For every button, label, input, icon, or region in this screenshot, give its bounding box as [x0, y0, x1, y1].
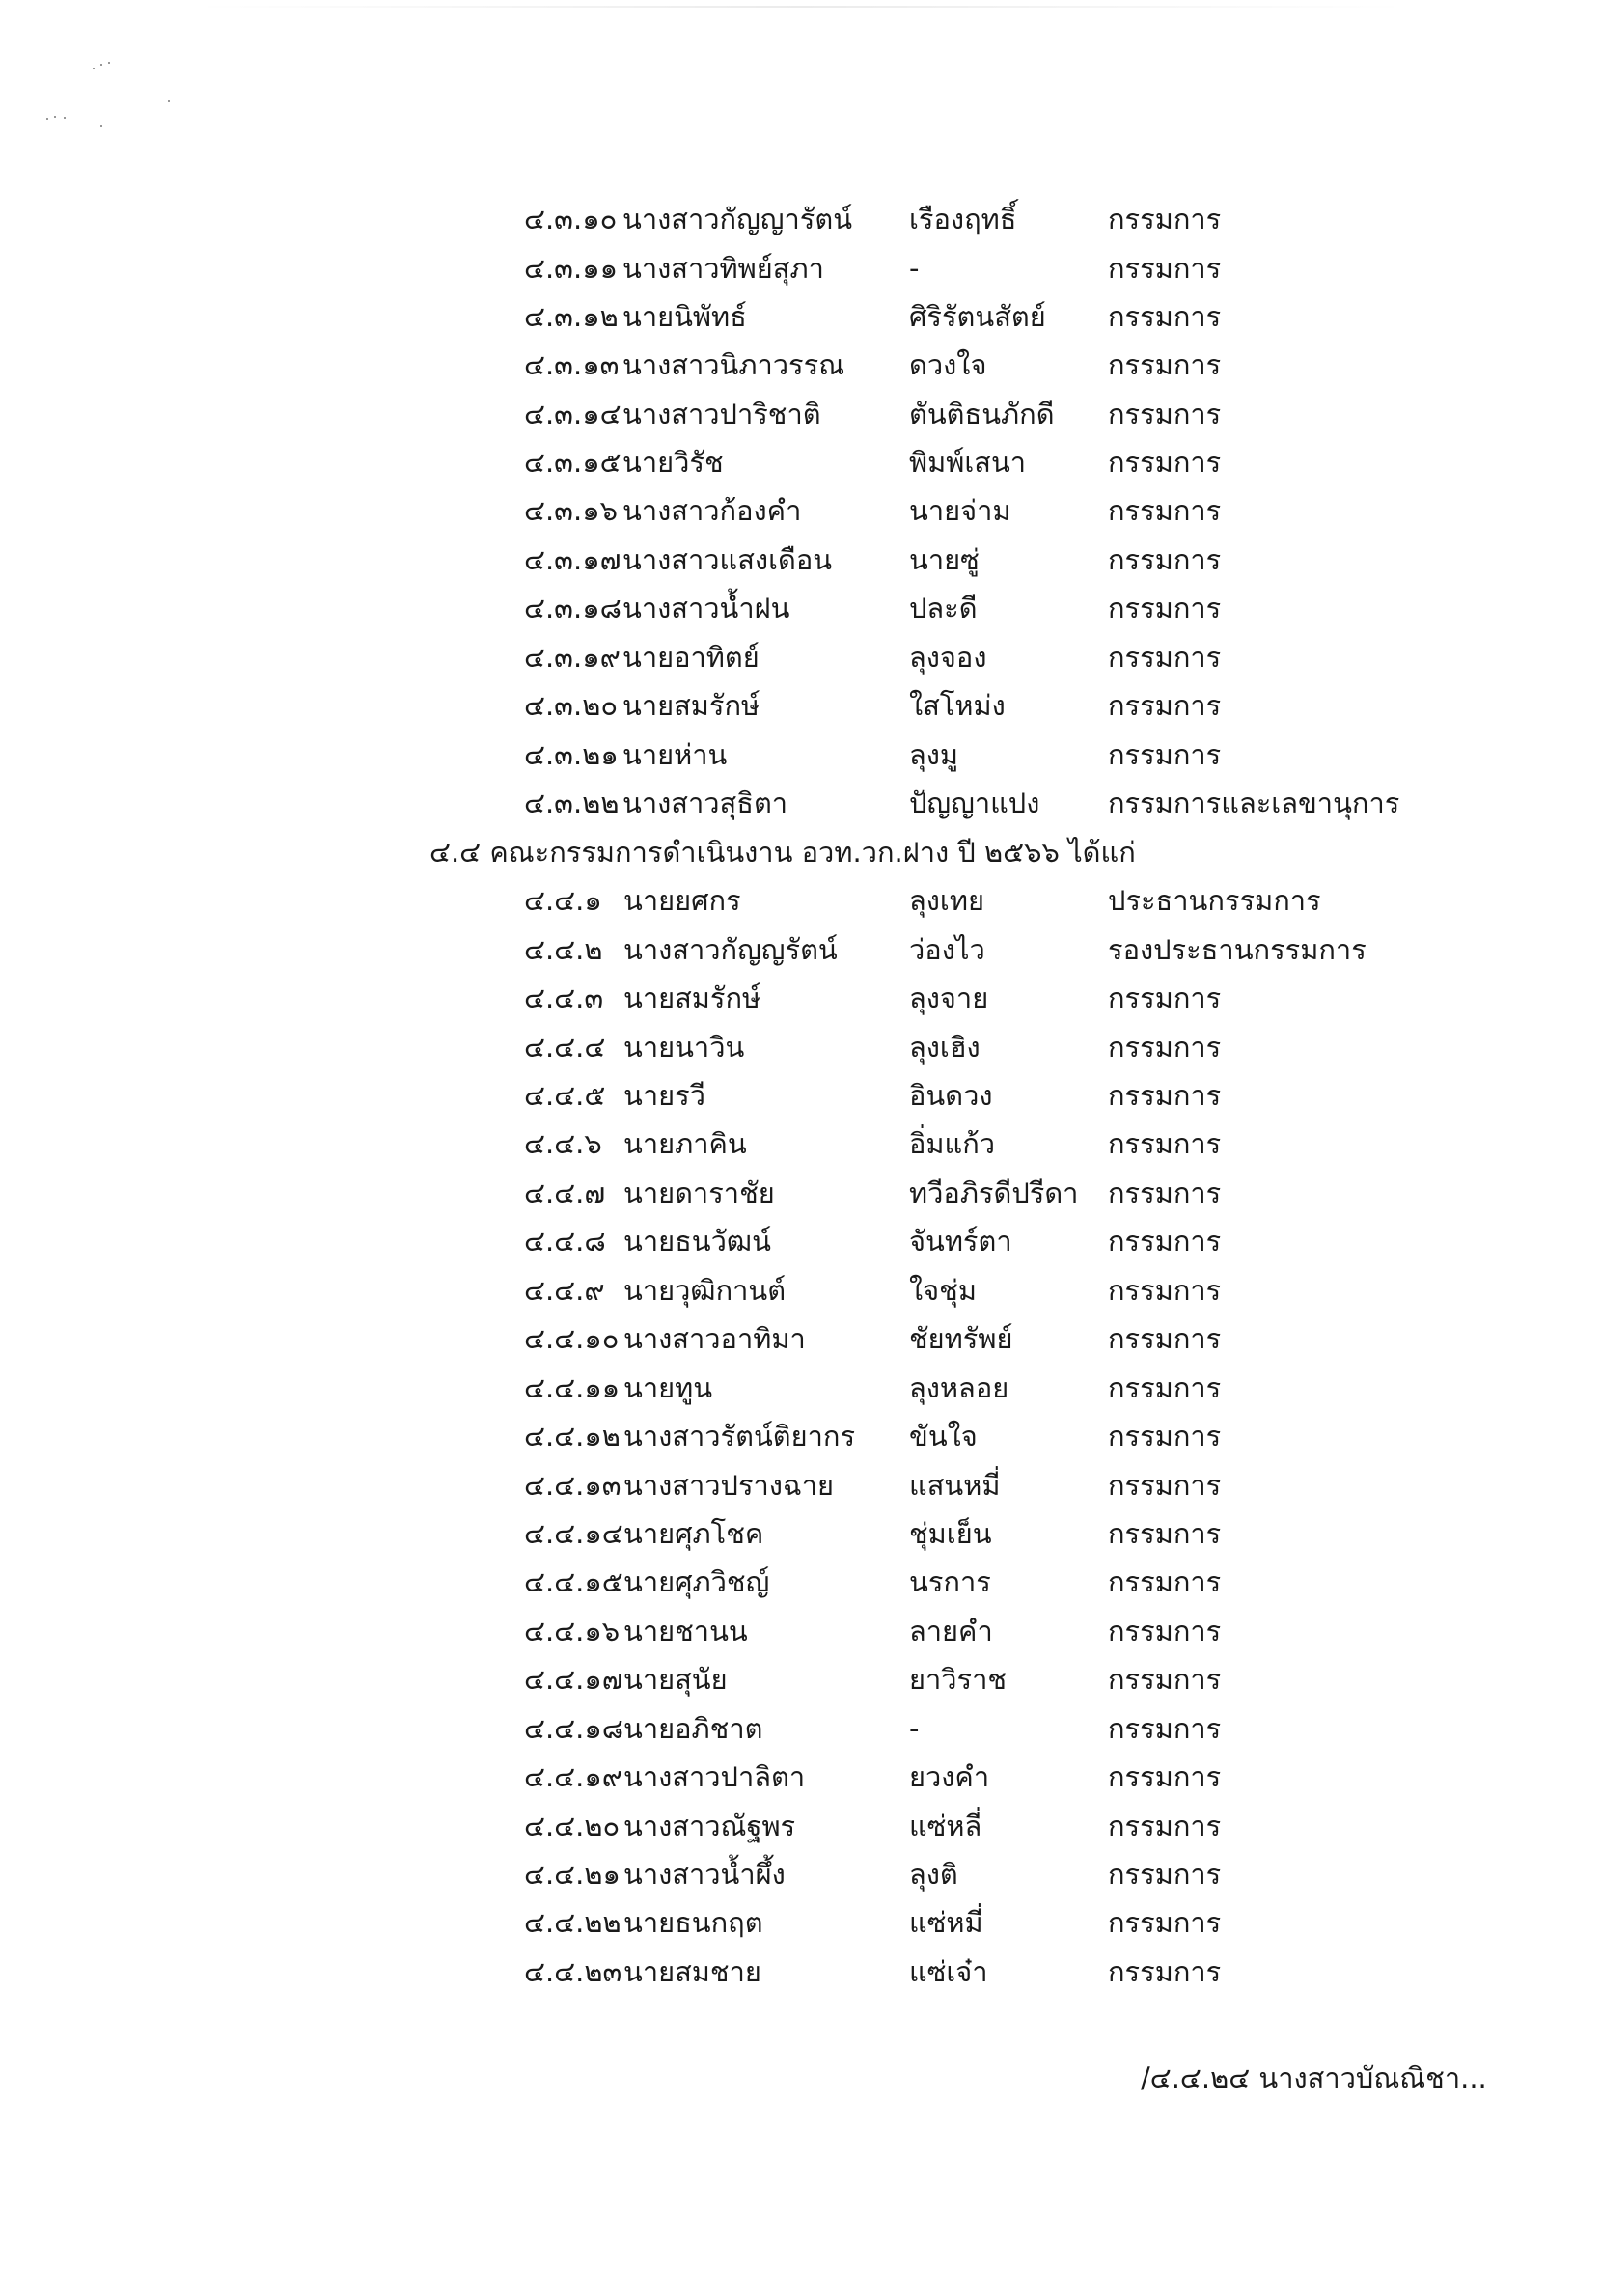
member-first-name: นายสมชาย	[623, 1955, 761, 1988]
member-first-name: นางสาวสุธิตา	[622, 787, 788, 819]
member-row	[0, 1023, 1602, 1071]
member-first-name: นายวุฒิกานต์	[623, 1274, 787, 1307]
member-number: ๔.๓.๑๖	[524, 494, 619, 527]
member-last-name: ปัญญาแปง	[909, 787, 1040, 819]
member-role: กรรมการ	[1108, 1420, 1222, 1452]
member-number: ๔.๔.๒๓	[524, 1955, 622, 1988]
member-number: ๔.๓.๑๐	[524, 203, 618, 235]
member-first-name: นายศุภวิชญ์	[623, 1565, 770, 1598]
member-row	[0, 1169, 1602, 1217]
member-first-name: นางสาวทิพย์สุภา	[622, 252, 824, 285]
member-last-name: ลุงหลอย	[909, 1371, 1009, 1404]
member-number: ๔.๔.๑๓	[524, 1469, 621, 1502]
member-last-name: ชัยทรัพย์	[909, 1322, 1013, 1355]
member-role: กรรมการ	[1108, 1615, 1222, 1647]
member-last-name: พิมพ์เสนา	[909, 446, 1027, 479]
member-first-name: นายสมรักษ์	[622, 689, 760, 722]
member-row	[0, 1266, 1602, 1314]
section-44-heading: ๔.๔ คณะกรรมการดำเนินงาน อวท.วก.ฝาง ปี ๒๕๖๖ ได้แก่	[429, 836, 1136, 869]
member-row	[0, 731, 1602, 779]
member-number: ๔.๔.๕	[524, 1079, 606, 1112]
member-last-name: นรการ	[909, 1565, 991, 1598]
member-role: กรรมการ	[1108, 1176, 1222, 1209]
member-role: กรรมการ	[1108, 348, 1222, 381]
member-role: กรรมการ	[1108, 1079, 1222, 1112]
member-first-name: นายดาราชัย	[623, 1176, 775, 1209]
member-first-name: นายอาทิตย์	[622, 641, 760, 674]
member-first-name: นางสาวปรางฉาย	[623, 1469, 834, 1502]
member-number: ๔.๔.๘	[524, 1225, 606, 1258]
member-number: ๔.๔.๑๑	[524, 1371, 621, 1404]
member-first-name: นางสาวแสงเดือน	[622, 543, 833, 576]
member-role: กรรมการ	[1108, 1469, 1222, 1502]
member-first-name: นายชานน	[623, 1615, 748, 1647]
member-role: กรรมการ	[1108, 1565, 1222, 1598]
member-first-name: นายนาวิน	[623, 1031, 745, 1064]
member-role: กรรมการ	[1108, 398, 1222, 430]
member-role: กรรมการ	[1108, 641, 1222, 674]
member-first-name: นายสุนัย	[623, 1663, 728, 1696]
member-last-name: ปละดี	[909, 592, 978, 624]
member-number: ๔.๔.๙	[524, 1274, 605, 1307]
member-first-name: นายวิรัช	[622, 446, 724, 479]
member-row	[0, 584, 1602, 632]
member-row	[0, 536, 1602, 584]
member-last-name: ว่องไว	[909, 933, 985, 966]
member-row	[0, 1704, 1602, 1753]
member-number: ๔.๔.๖	[524, 1127, 602, 1160]
member-first-name: นางสาวน้ำฝน	[622, 592, 790, 624]
member-row	[0, 1364, 1602, 1412]
member-role: กรรมการ	[1108, 1906, 1222, 1939]
member-number: ๔.๔.๑๕	[524, 1565, 623, 1598]
member-role: ประธานกรรมการ	[1108, 884, 1321, 917]
member-number: ๔.๔.๑๒	[524, 1420, 621, 1452]
member-row	[0, 1314, 1602, 1363]
member-row	[0, 195, 1602, 243]
member-number: ๔.๔.๒๐	[524, 1810, 621, 1842]
member-last-name: เรืองฤทธิ์	[909, 203, 1017, 235]
member-last-name: ลุงเฮิง	[909, 1031, 981, 1064]
member-first-name: นายธนวัฒน์	[623, 1225, 771, 1258]
member-number: ๔.๔.๓	[524, 982, 604, 1014]
member-first-name: นางสาวปาลิตา	[623, 1760, 806, 1793]
member-role: กรรมการ	[1108, 689, 1222, 722]
member-row	[0, 876, 1602, 925]
member-number: ๔.๔.๑๔	[524, 1517, 623, 1550]
member-role: กรรมการ	[1108, 738, 1222, 771]
member-first-name: นางสาวณัฐพร	[623, 1810, 796, 1842]
member-last-name: ลุงมู	[909, 738, 959, 771]
member-role: กรรมการ	[1108, 982, 1222, 1014]
member-last-name: ลายคำ	[909, 1615, 993, 1647]
member-row	[0, 438, 1602, 486]
member-number: ๔.๔.๑๙	[524, 1760, 622, 1793]
member-role: กรรมการ	[1108, 1663, 1222, 1696]
member-role: กรรมการ	[1108, 300, 1222, 333]
member-first-name: นางสาวน้ำผึ้ง	[623, 1858, 786, 1891]
member-row	[0, 1607, 1602, 1655]
member-first-name: นายนิพัทธ์	[622, 300, 747, 333]
member-role: กรรมการ	[1108, 446, 1222, 479]
member-first-name: นายอภิชาต	[623, 1712, 763, 1745]
member-row	[0, 1217, 1602, 1265]
member-last-name: ยาวิราช	[909, 1663, 1008, 1696]
member-number: ๔.๓.๑๑	[524, 252, 619, 285]
member-row	[0, 1898, 1602, 1947]
member-last-name: -	[909, 252, 920, 285]
member-row	[0, 681, 1602, 730]
member-row	[0, 1071, 1602, 1120]
member-role: กรรมการ	[1108, 1810, 1222, 1842]
member-role: กรรมการ	[1108, 1371, 1222, 1404]
member-last-name: ใจชุ่ม	[909, 1274, 977, 1307]
member-last-name: นายซู่	[909, 543, 980, 576]
member-number: ๔.๔.๑	[524, 884, 602, 917]
member-last-name: จันทร์ตา	[909, 1225, 1012, 1258]
member-number: ๔.๔.๒๒	[524, 1906, 621, 1939]
member-row	[0, 1850, 1602, 1898]
member-row	[0, 1558, 1602, 1606]
member-number: ๔.๓.๑๗	[524, 543, 621, 576]
member-number: ๔.๓.๒๐	[524, 689, 619, 722]
member-last-name: แซ่หมี่	[909, 1906, 983, 1939]
member-number: ๔.๔.๒	[524, 933, 603, 966]
member-last-name: ดวงใจ	[909, 348, 987, 381]
member-row	[0, 1509, 1602, 1558]
member-last-name: ขันใจ	[909, 1420, 978, 1452]
member-first-name: นางสาวกัญญารัตน์	[622, 203, 853, 235]
member-number: ๔.๔.๑๐	[524, 1322, 620, 1355]
member-last-name: ลุงจาย	[909, 982, 989, 1014]
member-row	[0, 974, 1602, 1022]
member-first-name: นายรวี	[623, 1079, 705, 1112]
member-last-name: -	[909, 1712, 920, 1745]
member-last-name: ทวีอภิรดีปรีดา	[909, 1176, 1079, 1209]
member-number: ๔.๔.๑๘	[524, 1712, 624, 1745]
member-role: กรรมการ	[1108, 1127, 1222, 1160]
member-last-name: นายจ่าม	[909, 494, 1011, 527]
member-role: กรรมการ	[1108, 1225, 1222, 1258]
member-row	[0, 1461, 1602, 1509]
member-number: ๔.๔.๗	[524, 1176, 606, 1209]
member-row	[0, 341, 1602, 389]
member-row	[0, 390, 1602, 438]
member-number: ๔.๓.๑๕	[524, 446, 621, 479]
member-role: กรรมการ	[1108, 592, 1222, 624]
member-role: กรรมการ	[1108, 1517, 1222, 1550]
member-last-name: ยวงคำ	[909, 1760, 990, 1793]
member-row	[0, 1120, 1602, 1168]
member-first-name: นายทูน	[623, 1371, 713, 1404]
member-number: ๔.๓.๑๔	[524, 398, 621, 430]
member-first-name: นางสาวนิภาวรรณ	[622, 348, 845, 381]
member-number: ๔.๓.๒๑	[524, 738, 619, 771]
member-first-name: นางสาวรัตน์ติยากร	[623, 1420, 856, 1452]
member-number: ๔.๓.๑๒	[524, 300, 619, 333]
member-row	[0, 926, 1602, 974]
member-row	[0, 486, 1602, 535]
member-role: กรรมการ	[1108, 252, 1222, 285]
member-role: กรรมการและเลขานุการ	[1108, 787, 1400, 819]
member-first-name: นายธนกฤต	[623, 1906, 763, 1939]
member-first-name: นายภาคิน	[623, 1127, 747, 1160]
member-number: ๔.๔.๑๗	[524, 1663, 623, 1696]
member-last-name: แสนหมี่	[909, 1469, 1001, 1502]
member-number: ๔.๓.๒๒	[524, 787, 620, 819]
member-row	[0, 244, 1602, 292]
member-first-name: นายศุภโชค	[623, 1517, 764, 1550]
member-last-name: แซ่เจ๋า	[909, 1955, 988, 1988]
member-last-name: แซ่หลี่	[909, 1810, 982, 1842]
member-role: กรรมการ	[1108, 1031, 1222, 1064]
member-last-name: ใสโหม่ง	[909, 689, 1006, 722]
member-number: ๔.๓.๑๘	[524, 592, 621, 624]
member-first-name: นายห่าน	[622, 738, 728, 771]
member-last-name: อิ่มแก้ว	[909, 1127, 996, 1160]
member-row	[0, 1802, 1602, 1850]
member-first-name: นายยศกร	[623, 884, 741, 917]
member-last-name: ลุงติ	[909, 1858, 958, 1891]
member-row	[0, 1412, 1602, 1460]
page-continuation-footer: /๔.๔.๒๔ นางสาวบัณณิชา...	[1141, 2061, 1487, 2094]
member-row	[0, 1655, 1602, 1703]
member-role: กรรมการ	[1108, 494, 1222, 527]
member-role: กรรมการ	[1108, 203, 1222, 235]
member-row	[0, 779, 1602, 827]
member-number: ๔.๔.๔	[524, 1031, 606, 1064]
member-last-name: ศิริรัตนสัตย์	[909, 300, 1046, 333]
member-first-name: นางสาวอาทิมา	[623, 1322, 806, 1355]
member-role: รองประธานกรรมการ	[1108, 933, 1367, 966]
member-number: ๔.๔.๑๖	[524, 1615, 621, 1647]
member-first-name: นางสาวก้องคำ	[622, 494, 802, 527]
member-last-name: ตันติธนภักดี	[909, 398, 1055, 430]
member-last-name: ชุ่มเย็น	[909, 1517, 992, 1550]
member-row	[0, 1948, 1602, 1996]
member-last-name: ลุงเทย	[909, 884, 984, 917]
member-role: กรรมการ	[1108, 1955, 1222, 1988]
member-row	[0, 292, 1602, 341]
member-first-name: นายสมรักษ์	[623, 982, 761, 1014]
member-first-name: นางสาวกัญญรัตน์	[623, 933, 838, 966]
member-role: กรรมการ	[1108, 1322, 1222, 1355]
member-last-name: ลุงจอง	[909, 641, 987, 674]
member-number: ๔.๓.๑๓	[524, 348, 620, 381]
member-role: กรรมการ	[1108, 1712, 1222, 1745]
member-first-name: นางสาวปาริชาติ	[622, 398, 821, 430]
member-row	[0, 633, 1602, 681]
member-row	[0, 1753, 1602, 1801]
member-last-name: อินดวง	[909, 1079, 993, 1112]
member-role: กรรมการ	[1108, 1858, 1222, 1891]
member-role: กรรมการ	[1108, 1760, 1222, 1793]
member-role: กรรมการ	[1108, 543, 1222, 576]
member-role: กรรมการ	[1108, 1274, 1222, 1307]
member-number: ๔.๓.๑๙	[524, 641, 621, 674]
member-number: ๔.๔.๒๑	[524, 1858, 621, 1891]
